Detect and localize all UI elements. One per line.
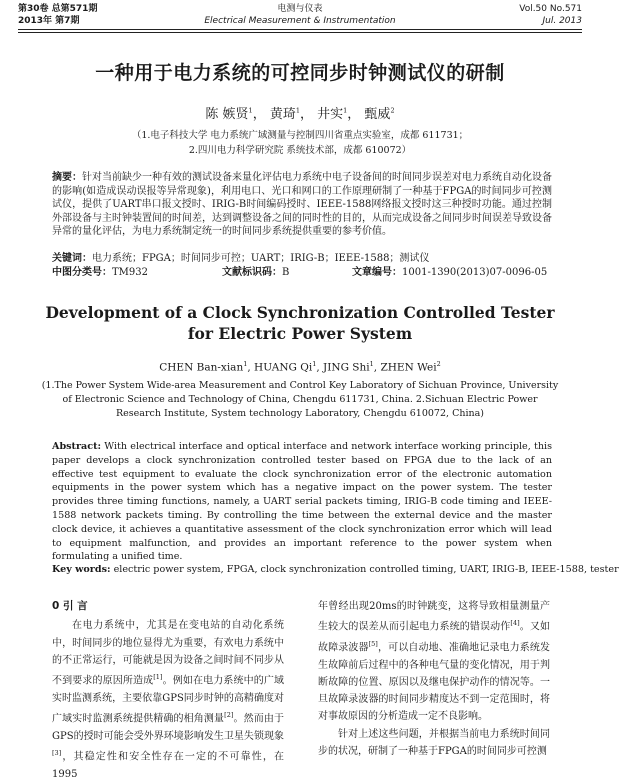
body-text: ，其稳定性和安全性存在一定的不可靠性，在1995 (52, 751, 284, 780)
keywords-label-cn: 关键词： (52, 253, 92, 264)
author-en: CHEN Ban-xian (159, 361, 244, 374)
abstract-cn (52, 171, 552, 239)
body-text: 。然而由于GPS的授时可能会受外界环境影响发生卫星失锁现象 (52, 713, 285, 742)
author-affil-sup: 1 (369, 360, 374, 368)
affiliation-cn-2: 2.四川电力科学研究院 系统技术部，成都 610072） (188, 145, 412, 156)
keywords-en (52, 563, 619, 576)
author-cn: 陈 嫉贤 (205, 107, 249, 122)
citation-ref: [1] (153, 673, 163, 682)
author-cn: 井实 (317, 107, 344, 122)
abstract-label-cn: 摘要： (52, 172, 82, 183)
doc-code-label: 文献标识码： (222, 267, 282, 278)
clc-value: TM932 (112, 267, 148, 278)
author-affil-sup: 1 (295, 106, 300, 115)
section-title-introduction: 0 引 言 (52, 600, 88, 612)
author-en: HUANG Qi (254, 361, 313, 374)
author-list-cn: 陈 嫉贤$^1$， 黄琦$^1$， 井实$^1$， 甄威$^2$ (205, 106, 395, 122)
body-text: 在电力系统中，尤其是在变电站的自动化系统中，时间同步的地位显得尤为重要，有欢电力系统中的不正常运行，可能就是因为设备之间时间不同步从不到要求的原因所造成 (52, 620, 284, 687)
abstract-text-cn: 针对当前缺少一种有效的测试设备来量化评估电力系统中电子设备间的时间同步误差对电力系统自动化设备的影响(如造成误动误报等异常现象)，利用电口、光口和网口的工作原理研制了一种基于FPGA的时间同步可控测试仪，提供了UART串口报文授时、IRIG-B时间编码授时、IEEE-1588网络报文授时这三种授时功能。通过控制外部设备与主时钟装置间的时间差，达到调整设备之间的同时性的目的，从而完成设备之间同步时间误差导致设备异常的量化评估，为电力系统制定统一的时间同步系统提供重要的参考价值。 (52, 172, 552, 237)
header-right-bottom: Jul. 2013 (542, 16, 582, 26)
body-column-right (318, 598, 550, 760)
body-paragraph (318, 726, 550, 761)
citation-ref: [5] (368, 639, 378, 648)
citation-ref: [2] (224, 711, 234, 720)
article-no-label: 文章编号： (352, 267, 402, 278)
abstract-text-en: With electrical interface and optical interface and network interface working principle, this paper develops a clock synchronization controlled tester based on FPGA due to the lack of an effective test equipment to evaluate the clock synchronization error of the electronic automation equipments in the power system which has a negative impact on the power system. The tester provides three timing functions, namely, a UART serial packets timing, IRIG-B code timing and IEEE-1588 network packets timing. By controlling the time between the external device and the master clock device, it achieves a quantitative assessment of the clock synchronization error which will lead to equipment malfunction, and provides an important reference to the power system when formulating a unified time. (52, 441, 553, 563)
article-meta-row (52, 266, 552, 279)
author-en: JING Shi (323, 361, 370, 374)
body-text: ，可以自动地、准确地记录电力系统发生故障前后过程中的各种电气量的变化情况，用于判断故障的位置、原因以及继电保护动作的情况等。一旦故障录波器的时间同步精度达不到一定范围时，将对事故原因的分析造成一定不良影响。 (318, 642, 551, 723)
body-text: 针对上述这些问题，并根据当前电力系统时间同步的状况，研制了一种基于FPGA的时间同步可控测 (318, 728, 550, 758)
body-text: 。例如在电力系统中的广域实时监测系统，主要依靠GPS同步时钟的高精确度对广域实时监测系统提供精确的相角测量 (52, 675, 285, 725)
body-paragraph (318, 598, 550, 726)
header-left-top: 第30卷 总第571期 (18, 4, 98, 14)
header-left-bottom: 2013年 第7期 (18, 16, 80, 26)
author-cn: 黄琦 (269, 107, 296, 122)
citation-ref: [4] (510, 619, 520, 628)
body-paragraph (52, 617, 284, 783)
author-affil-sup: 1 (243, 360, 248, 368)
header-right-top: Vol.50 No.571 (519, 4, 582, 14)
abstract-en (52, 440, 552, 564)
article-no-value: 1001-1390(2013)07-0096-05 (402, 267, 548, 278)
abstract-label-en: Abstract: (52, 441, 102, 452)
header-rule-thin (18, 32, 582, 33)
doc-code-value: B (282, 267, 290, 278)
author-affil-sup: 2 (436, 360, 441, 368)
keywords-label-en: Key words: (52, 564, 111, 575)
paper-title-en: Development of a Clock Synchronization Controlled Tester for Electric Power System (45, 303, 555, 343)
keywords-text-cn: 电力系统；FPGA；时间同步可控；UART；IRIG-B；IEEE-1588；测试仪 (92, 253, 430, 264)
paper-title-cn: 一种用于电力系统的可控同步时钟测试仪的研制 (95, 62, 505, 84)
author-list-en: CHEN Ban-xian$^1$, HUANG Qi$^1$, JING Shi$^1$, ZHEN Wei$^2$ (159, 360, 441, 374)
author-cn: 甄威 (364, 107, 391, 122)
body-text: 年曾经出现20ms的时钟跳变，这将导致相量测量产生较大的误差从而引起电力系统的错误动作 (318, 601, 550, 633)
author-en: ZHEN Wei (380, 361, 437, 374)
body-text: 。又如故障录波器 (318, 621, 551, 654)
header-center-bottom: Electrical Measurement & Instrumentation (204, 16, 396, 26)
keywords-text-en: electric power system, FPGA, clock synchronization controlled timing, UART, IRIG-B, IEEE-1588, tester (113, 564, 619, 575)
clc-label: 中图分类号： (52, 267, 112, 278)
author-affil-sup: 2 (390, 106, 395, 115)
author-affil-sup: 1 (248, 106, 253, 115)
author-affil-sup: 1 (312, 360, 317, 368)
body-column-left (52, 598, 284, 783)
keywords-cn (52, 252, 552, 265)
citation-ref: [3] (52, 749, 62, 758)
author-affil-sup: 1 (343, 106, 348, 115)
header-center-top: 电测与仪表 (277, 4, 323, 14)
affiliation-cn-1: （1.电子科技大学 电力系统广域测量与控制四川省重点实验室，成都 611731； (131, 130, 469, 141)
header-rule (18, 29, 582, 30)
affiliation-en: (1.The Power System Wide-area Measurement and Control Key Laboratory of Sichuan Province, University of Electronic Science and Technology of China, Chengdu 611731, China. 2.Sichuan Electric Power Research Institute, System technology Laboratory, Chengdu 610072, China) (41, 380, 559, 419)
